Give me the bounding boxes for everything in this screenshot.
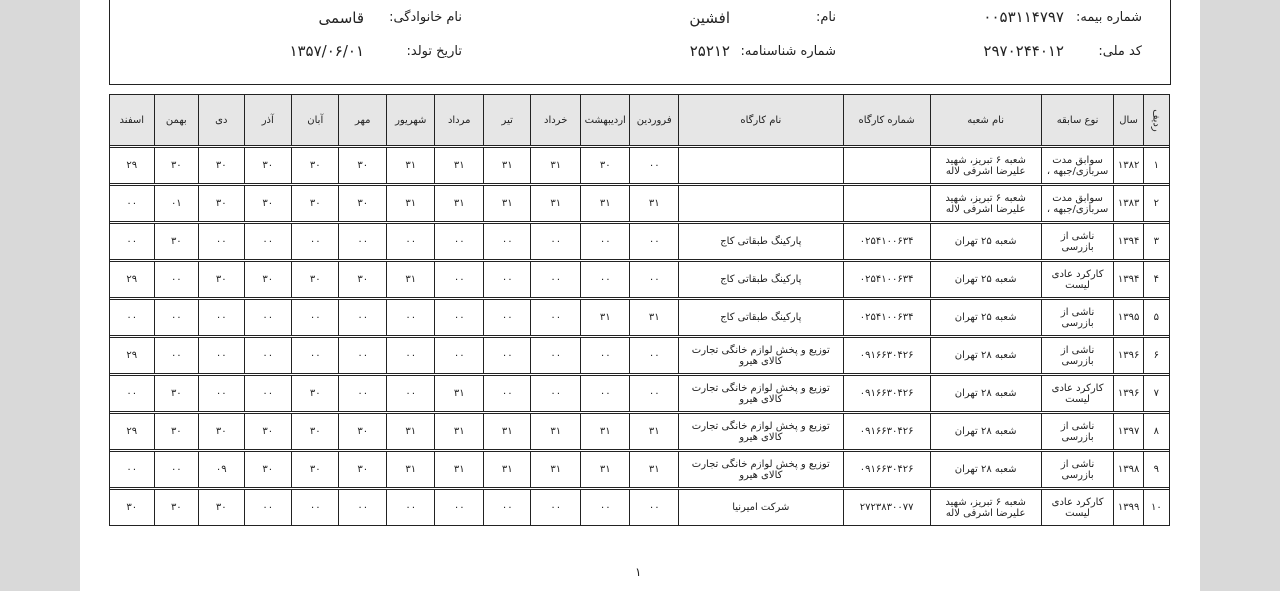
table-cell: ۲۹ (110, 262, 155, 298)
table-cell: ۳۰ (339, 452, 386, 488)
table-cell: ۳۰ (199, 490, 244, 526)
table-cell: شعبه ۶ تبریز، شهید علیرضا اشرفی لاله (930, 186, 1041, 222)
table-cell: ۰۰ (199, 224, 244, 260)
table-cell: ۰۰ (630, 148, 679, 184)
table-cell: ۰۰ (386, 490, 435, 526)
birth-date-label: تاریخ تولد: (406, 44, 462, 59)
table-cell: ۳۰ (244, 186, 291, 222)
table-cell: ۰۰ (339, 376, 386, 412)
table-cell: ۴ (1143, 262, 1169, 298)
table-cell: ۰۹۱۶۶۳۰۴۲۶ (843, 376, 930, 412)
table-cell: ۰۰ (531, 376, 581, 412)
table-cell: ۰۰ (110, 186, 155, 222)
column-header: مهر (339, 95, 386, 146)
column-header: بهمن (154, 95, 198, 146)
table-cell: ۳۰ (199, 186, 244, 222)
table-cell: ۳۰ (154, 224, 198, 260)
table-cell: ۰۰ (154, 452, 198, 488)
table-cell: ۰۰ (531, 300, 581, 336)
table-cell: ۳۱ (580, 300, 630, 336)
table-cell: ۳۰ (244, 414, 291, 450)
table-cell: ۳۱ (630, 452, 679, 488)
column-header: تیر (483, 95, 530, 146)
table-cell: توزیع و پخش لوازم خانگی تجارت کالای هیرو (678, 338, 843, 374)
table-cell: ۱۳۸۳ (1114, 186, 1143, 222)
table-cell: ۰۰ (199, 376, 244, 412)
id-number-label: شماره شناسنامه: (740, 44, 836, 59)
last-name-label: نام خانوادگی: (389, 10, 462, 25)
column-header: اردیبهشت (580, 95, 630, 146)
table-cell: ۳۱ (435, 376, 484, 412)
table-cell: ۳۱ (386, 186, 435, 222)
table-cell: ۳۱ (580, 452, 630, 488)
table-cell: ۳۱ (630, 186, 679, 222)
table-cell: ۰۰ (531, 224, 581, 260)
table-cell: شعبه ۲۸ تهران (930, 414, 1041, 450)
table-cell: ناشی از بازرسی (1041, 224, 1114, 260)
table-cell: ناشی از بازرسی (1041, 338, 1114, 374)
table-cell: ۰۰ (580, 224, 630, 260)
table-cell: ۳۱ (580, 186, 630, 222)
table-cell: ۳۰ (199, 262, 244, 298)
table-cell: ناشی از بازرسی (1041, 300, 1114, 336)
table-row (110, 376, 1170, 412)
table-cell: ۱۰ (1143, 490, 1169, 526)
table-cell: ۶ (1143, 338, 1169, 374)
table-cell: ۰۰ (435, 300, 484, 336)
table-cell: ۰۰ (580, 262, 630, 298)
column-header: دی (199, 95, 244, 146)
table-cell: ۸ (1143, 414, 1169, 450)
column-header: مرداد (435, 95, 484, 146)
table-row (110, 452, 1170, 488)
birth-date-value: ۱۳۵۷/۰۶/۰۱ (289, 42, 364, 60)
table-cell: ۳۰ (339, 186, 386, 222)
table-cell: ۰۰ (292, 300, 339, 336)
table-cell: ۰۰ (339, 490, 386, 526)
table-cell: پارکینگ طبقاتی کاج (678, 300, 843, 336)
column-header: نام کارگاه (678, 95, 843, 146)
table-cell: پارکینگ طبقاتی کاج (678, 224, 843, 260)
table-row (110, 490, 1170, 526)
table-cell: ۰۰ (386, 300, 435, 336)
table-row (110, 300, 1170, 336)
table-cell: ۳۱ (435, 148, 484, 184)
table-cell: ۰۰ (110, 300, 155, 336)
table-cell: ۰۹ (199, 452, 244, 488)
table-cell: ۰۱ (154, 186, 198, 222)
table-cell: ۰۰ (244, 224, 291, 260)
table-cell: ۰۰ (154, 338, 198, 374)
table-cell: ۰۹۱۶۶۳۰۴۲۶ (843, 452, 930, 488)
table-cell: ۳۱ (386, 414, 435, 450)
table-cell: ۰۰ (244, 300, 291, 336)
table-cell: ۰۰ (154, 300, 198, 336)
table-cell: ۱۳۹۵ (1114, 300, 1143, 336)
table-cell: ۳۰ (580, 148, 630, 184)
table-cell: ۳۰ (244, 452, 291, 488)
table-row (110, 262, 1170, 298)
table-cell: ۰۹۱۶۶۳۰۴۲۶ (843, 338, 930, 374)
table-cell: توزیع و پخش لوازم خانگی تجارت کالای هیرو (678, 376, 843, 412)
table-cell: ۳۰ (110, 490, 155, 526)
table-cell: ۳۱ (386, 262, 435, 298)
id-number-value: ۲۵۲۱۲ (689, 42, 730, 60)
column-header: نوع سابقه (1041, 95, 1114, 146)
table-cell (678, 186, 843, 222)
column-header: آذر (244, 95, 291, 146)
table-cell: ۳۰ (199, 414, 244, 450)
column-header: فروردین (630, 95, 679, 146)
table-cell: ۰۰ (292, 224, 339, 260)
table-cell: ۰۰ (386, 224, 435, 260)
table-cell: ۰۰ (483, 300, 530, 336)
table-cell: ۰۰ (531, 490, 581, 526)
table-cell: ۰۰ (531, 338, 581, 374)
table-row (110, 186, 1170, 222)
table-cell: شعبه ۲۸ تهران (930, 452, 1041, 488)
table-cell: ۳۰ (339, 148, 386, 184)
table-cell: ۷ (1143, 376, 1169, 412)
column-header: ردیف (1143, 95, 1169, 146)
column-header: شماره کارگاه (843, 95, 930, 146)
table-cell: ۰۰ (531, 262, 581, 298)
table-cell: ۳۱ (531, 414, 581, 450)
table-cell: ۰۰ (435, 490, 484, 526)
table-cell: ۳۰ (292, 262, 339, 298)
table-cell: ۰۰ (580, 376, 630, 412)
table-cell: ۲۹ (110, 148, 155, 184)
table-row (110, 224, 1170, 260)
table-cell: ناشی از بازرسی (1041, 452, 1114, 488)
insurance-number-value: ۰۰۵۳۱۱۴۷۹۷ (983, 8, 1064, 26)
first-name-value: افشین (689, 9, 730, 27)
table-cell: پارکینگ طبقاتی کاج (678, 262, 843, 298)
column-header: نام شعبه (930, 95, 1041, 146)
table-cell: ۳۰ (339, 262, 386, 298)
table-cell: ۰۰ (292, 490, 339, 526)
insurance-records-table (109, 94, 1170, 526)
table-cell: ۰۰ (110, 452, 155, 488)
table-cell: ۱۳۸۲ (1114, 148, 1143, 184)
table-cell: ۲ (1143, 186, 1169, 222)
table-cell: ۰۰ (435, 224, 484, 260)
table-cell: ۳۰ (154, 490, 198, 526)
table-cell: ۰۰ (339, 338, 386, 374)
table-cell: ۳۱ (483, 414, 530, 450)
table-cell: ۳۰ (154, 414, 198, 450)
table-cell: ۳۱ (531, 186, 581, 222)
column-header: اسفند (110, 95, 155, 146)
table-cell: ۰۰ (199, 300, 244, 336)
table-cell: کارکرد عادی لیست (1041, 376, 1114, 412)
table-cell: ۱۳۹۴ (1114, 224, 1143, 260)
table-cell: ۱۳۹۷ (1114, 414, 1143, 450)
table-cell: ۰۰ (339, 224, 386, 260)
column-header: شهریور (386, 95, 435, 146)
table-row (110, 338, 1170, 374)
table-cell: شعبه ۲۵ تهران (930, 300, 1041, 336)
column-header: خرداد (531, 95, 581, 146)
table-cell: شرکت امیرنیا (678, 490, 843, 526)
table-cell: شعبه ۶ تبریز، شهید علیرضا اشرفی لاله (930, 490, 1041, 526)
table-cell: ۳۰ (154, 148, 198, 184)
table-cell: ۰۰ (386, 338, 435, 374)
table-cell: ۰۰ (483, 224, 530, 260)
table-cell: شعبه ۲۸ تهران (930, 376, 1041, 412)
table-cell: ۰۰ (110, 224, 155, 260)
table-cell: ۱ (1143, 148, 1169, 184)
national-code-label: کد ملی: (1098, 44, 1142, 59)
table-cell: ۱۳۹۶ (1114, 376, 1143, 412)
table-cell: ۳۱ (531, 452, 581, 488)
table-cell: ۰۰ (483, 338, 530, 374)
table-cell: ۳۰ (199, 148, 244, 184)
table-cell: ۳۰ (292, 148, 339, 184)
document-page (80, 0, 1200, 591)
table-cell: ۳۰ (292, 376, 339, 412)
table-cell: ۰۰ (244, 490, 291, 526)
table-cell: توزیع و پخش لوازم خانگی تجارت کالای هیرو (678, 414, 843, 450)
table-cell: ۳ (1143, 224, 1169, 260)
column-header: آبان (292, 95, 339, 146)
table-cell: ۱۳۹۸ (1114, 452, 1143, 488)
table-row (110, 148, 1170, 184)
table-cell: ۳۰ (292, 186, 339, 222)
table-cell: ۰۰ (630, 262, 679, 298)
table-cell: ۰۰ (199, 338, 244, 374)
table-cell: ۰۰ (483, 262, 530, 298)
last-name-value: قاسمی (318, 9, 364, 27)
table-cell: ۳۰ (339, 414, 386, 450)
table-cell: ۰۰ (483, 490, 530, 526)
column-header: سال (1114, 95, 1143, 146)
table-cell: ۱۳۹۴ (1114, 262, 1143, 298)
table-cell: ۳۱ (435, 414, 484, 450)
table-cell: ۰۰ (630, 490, 679, 526)
table-cell (843, 148, 930, 184)
table-cell: ۱۳۹۶ (1114, 338, 1143, 374)
table-cell: ۳۱ (580, 414, 630, 450)
table-cell: ۰۰ (110, 376, 155, 412)
table-cell: ۰۰ (339, 300, 386, 336)
table-cell: شعبه ۲۵ تهران (930, 262, 1041, 298)
table-cell: ۳۱ (435, 452, 484, 488)
table-cell: ۰۰ (580, 338, 630, 374)
table-cell (678, 148, 843, 184)
table-cell: ۳۱ (386, 148, 435, 184)
table-cell: ناشی از بازرسی (1041, 414, 1114, 450)
table-cell: ۲۷۲۳۸۳۰۰۷۷ (843, 490, 930, 526)
table-header-row (110, 95, 1170, 146)
insurance-number-label: شماره بیمه: (1076, 10, 1142, 25)
table-cell: ۳۱ (483, 452, 530, 488)
table-cell: شعبه ۶ تبریز، شهید علیرضا اشرفی لاله (930, 148, 1041, 184)
table-cell: ۰۰ (580, 490, 630, 526)
table-cell: کارکرد عادی لیست (1041, 262, 1114, 298)
table-cell: ۰۲۵۴۱۰۰۶۳۴ (843, 224, 930, 260)
table-cell: ۰۰ (386, 376, 435, 412)
table-cell: ۰۰ (630, 376, 679, 412)
table-cell: ۰۰ (630, 338, 679, 374)
national-code-value: ۲۹۷۰۲۴۴۰۱۲ (983, 42, 1064, 60)
table-cell: ۰۰ (244, 338, 291, 374)
table-cell: ۵ (1143, 300, 1169, 336)
table-cell: ۰۹۱۶۶۳۰۴۲۶ (843, 414, 930, 450)
table-cell: شعبه ۲۸ تهران (930, 338, 1041, 374)
table-cell: ۳۱ (435, 186, 484, 222)
table-cell (843, 186, 930, 222)
table-cell: ۳۰ (292, 414, 339, 450)
table-cell: توزیع و پخش لوازم خانگی تجارت کالای هیرو (678, 452, 843, 488)
table-cell: ۳۱ (483, 148, 530, 184)
table-cell: ۲۹ (110, 414, 155, 450)
table-cell: ۰۲۵۴۱۰۰۶۳۴ (843, 300, 930, 336)
table-cell: ۲۹ (110, 338, 155, 374)
table-cell: ۰۰ (244, 376, 291, 412)
table-row (110, 414, 1170, 450)
table-cell: ۳۰ (244, 148, 291, 184)
table-cell: ۳۱ (630, 300, 679, 336)
table-cell: ۳۱ (483, 186, 530, 222)
table-cell: سوابق مدت سربازی/جبهه ، (1041, 186, 1114, 222)
table-cell: ۳۰ (154, 376, 198, 412)
table-cell: ۳۰ (292, 452, 339, 488)
table-cell: ۰۰ (483, 376, 530, 412)
table-cell: ۳۱ (386, 452, 435, 488)
table-cell: ۳۱ (630, 414, 679, 450)
table-cell: ۳۱ (531, 148, 581, 184)
table-cell: ۱۳۹۹ (1114, 490, 1143, 526)
table-cell: ۰۰ (292, 338, 339, 374)
table-cell: ۰۲۵۴۱۰۰۶۳۴ (843, 262, 930, 298)
table-cell: ۰۰ (435, 338, 484, 374)
table-cell: ۰۰ (630, 224, 679, 260)
table-cell: ۰۰ (435, 262, 484, 298)
page-number: ۱ (635, 565, 642, 579)
table-cell: ۰۰ (154, 262, 198, 298)
table-cell: شعبه ۲۵ تهران (930, 224, 1041, 260)
first-name-label: نام: (815, 10, 836, 25)
table-cell: ۹ (1143, 452, 1169, 488)
table-cell: سوابق مدت سربازی/جبهه ، (1041, 148, 1114, 184)
table-cell: کارکرد عادی لیست (1041, 490, 1114, 526)
table-cell: ۳۰ (244, 262, 291, 298)
